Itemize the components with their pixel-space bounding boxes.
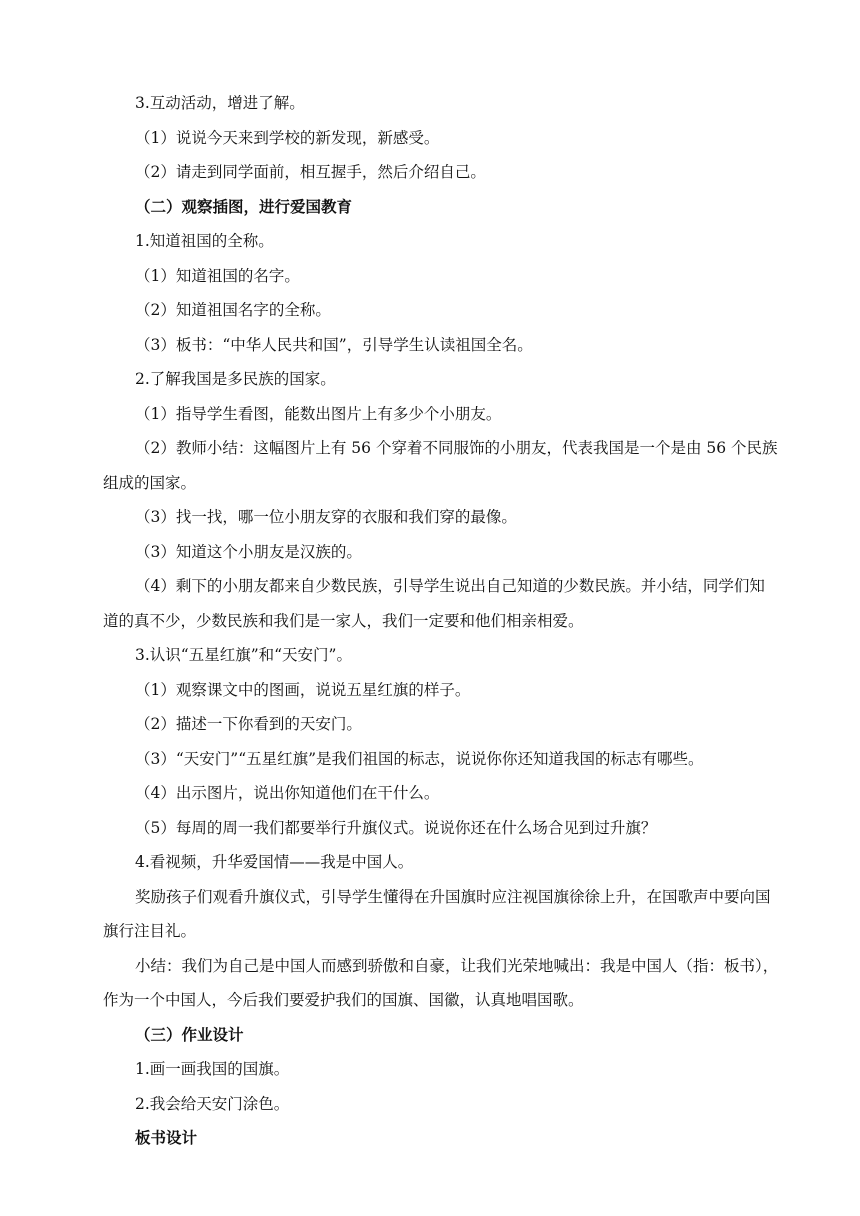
section-2-step-1-item-3: （3）板书：“中华人民共和国”，引导学生认读祖国全名。 xyxy=(135,335,533,354)
section-2-step-1: 1.知道祖国的全称。 xyxy=(135,232,274,250)
section-2-step-4-paragraph: 奖励孩子们观看升旗仪式，引导学生懂得在升国旗时应注视国旗徐徐上升，在国歌声中要向国旗行注目礼。 xyxy=(103,887,771,940)
step-3-item-2: （2）请走到同学面前，相互握手，然后介绍自己。 xyxy=(135,163,486,181)
section-3-heading: （三）作业设计 xyxy=(135,1024,244,1044)
section-2-heading: （二）观察插图，进行爱国教育 xyxy=(135,196,353,216)
section-2-step-3: 3.认识“五星红旗”和“天安门”。 xyxy=(135,646,352,664)
section-2-step-4: 4.看视频，升华爱国情——我是中国人。 xyxy=(135,853,414,871)
section-2-step-3-item-1: （1）观察课文中的图画，说说五星红旗的样子。 xyxy=(135,680,471,699)
section-2-step-2: 2.了解我国是多民族的国家。 xyxy=(135,370,336,388)
section-2-step-2-item-4: （4）剩下的小朋友都来自少数民族，引导学生说出自己知道的少数民族。并小结，同学们知道的真不少，少数民族和我们是一家人，我们一定要和他们相亲相爱。 xyxy=(103,577,765,630)
homework-item-2: 2.我会给天安门涂色。 xyxy=(135,1094,290,1113)
section-2-step-2-item-1: （1）指导学生看图，能数出图片上有多少个小朋友。 xyxy=(135,404,502,423)
section-2-step-3-item-4: （4）出示图片，说出你知道他们在干什么。 xyxy=(135,784,440,802)
section-2-summary-paragraph: 小结：我们为自己是中国人而感到骄傲和自豪，让我们光荣地喊出：我是中国人（指：板书），作为一个中国人，今后我们要爱护我们的国旗、国徽，认真地唱国歌。 xyxy=(103,956,779,1009)
section-2-step-2-item-3b: （3）知道这个小朋友是汉族的。 xyxy=(135,542,362,561)
section-2-step-3-item-2: （2）描述一下你看到的天安门。 xyxy=(135,715,362,733)
section-2-step-2-item-3a: （3）找一找，哪一位小朋友穿的衣服和我们穿的最像。 xyxy=(135,508,517,526)
section-2-step-3-item-3: （3）“天安门”“五星红旗”是我们祖国的标志，说说你你还知道我国的标志有哪些。 xyxy=(135,749,704,768)
board-design-heading: 板书设计 xyxy=(135,1128,198,1147)
section-2-step-2-item-2: （2）教师小结：这幅图片上有 56 个穿着不同服饰的小朋友，代表我国是一个是由 56 个民族组成的国家。 xyxy=(103,439,778,492)
homework-item-1: 1.画一画我国的国旗。 xyxy=(135,1060,290,1078)
step-3-heading: 3.互动活动，增进了解。 xyxy=(135,94,305,112)
section-2-step-1-item-1: （1）知道祖国的名字。 xyxy=(135,266,300,285)
section-2-step-3-item-5: （5）每周的周一我们都要举行升旗仪式。说说你还在什么场合见到过升旗？ xyxy=(135,818,657,837)
step-3-item-1: （1）说说今天来到学校的新发现，新感受。 xyxy=(135,128,440,147)
section-2-step-1-item-2: （2）知道祖国名字的全称。 xyxy=(135,301,331,319)
document-body xyxy=(103,86,779,1156)
